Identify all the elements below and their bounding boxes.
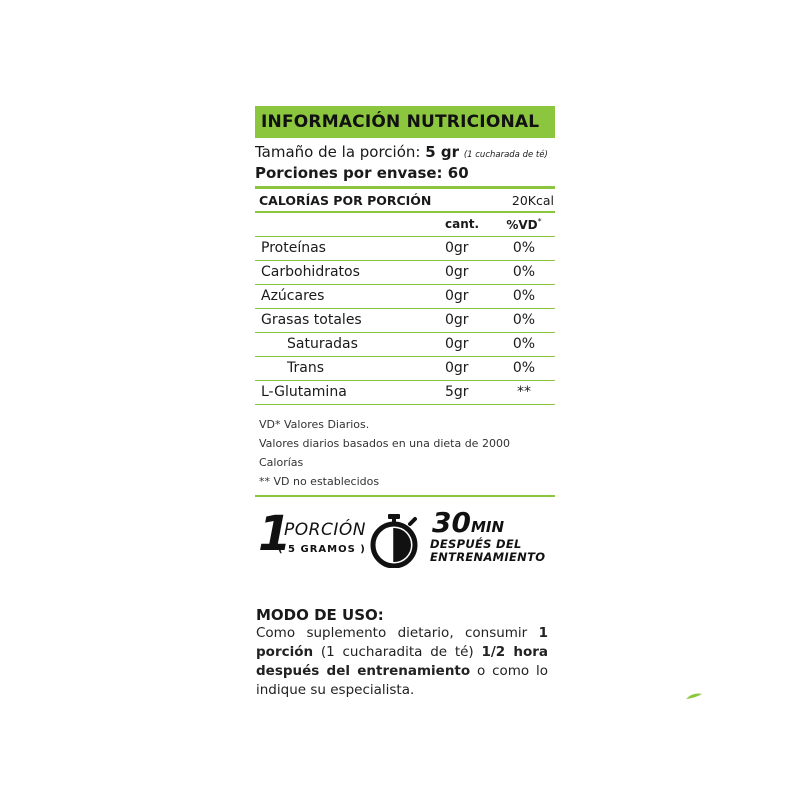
nutrient-name: Trans bbox=[287, 360, 324, 376]
nutrient-amount: 0gr bbox=[445, 240, 469, 256]
nutrient-amount: 0gr bbox=[445, 288, 469, 304]
footnote: VD* Valores Diarios. bbox=[259, 417, 370, 431]
nutrient-vd: 0% bbox=[512, 336, 536, 352]
portions-label: Porciones por envase: bbox=[255, 164, 443, 182]
table-row bbox=[255, 237, 555, 261]
header-amount: cant. bbox=[445, 217, 480, 231]
nutrient-amount: 0gr bbox=[445, 264, 469, 280]
nutrition-table bbox=[255, 213, 555, 405]
dose-block bbox=[258, 508, 558, 578]
nutrient-vd: 0% bbox=[512, 264, 536, 280]
table-row bbox=[255, 333, 555, 357]
nutrition-title: INFORMACIÓN NUTRICIONAL bbox=[255, 106, 555, 138]
usage-section bbox=[256, 606, 548, 700]
table-row bbox=[255, 261, 555, 285]
calories-value: 20Kcal bbox=[511, 192, 554, 208]
nutrient-name: Carbohidratos bbox=[261, 264, 360, 280]
nutrient-vd: 0% bbox=[512, 288, 536, 304]
nutrient-name: L-Glutamina bbox=[261, 384, 347, 400]
table-header bbox=[255, 213, 555, 237]
nutrient-name: Grasas totales bbox=[261, 312, 362, 328]
nutrient-vd: 0% bbox=[512, 360, 536, 376]
stopwatch-icon bbox=[368, 514, 420, 568]
leaf-decoration-icon bbox=[685, 692, 703, 700]
nutrient-vd: 0% bbox=[512, 312, 536, 328]
nutrient-vd: ** bbox=[517, 384, 531, 400]
portions-per-container bbox=[255, 164, 555, 182]
footnotes bbox=[255, 415, 555, 491]
nutrient-amount: 0gr bbox=[445, 360, 469, 376]
table-row bbox=[255, 285, 555, 309]
divider bbox=[255, 495, 555, 497]
table-row bbox=[255, 381, 555, 405]
serving-size bbox=[255, 143, 555, 164]
nutrient-amount: 0gr bbox=[445, 312, 469, 328]
footnote: Valores diarios basados en una dieta de 2000 Calorías bbox=[259, 436, 510, 469]
minutes-value: 30MIN bbox=[432, 506, 505, 539]
table-row bbox=[255, 357, 555, 381]
portions-value: 60 bbox=[447, 164, 469, 182]
table-row bbox=[255, 309, 555, 333]
calories-row bbox=[255, 189, 555, 211]
nutrient-name: Azúcares bbox=[261, 288, 325, 304]
serving-note: (1 cucharada de té) bbox=[463, 150, 548, 160]
usage-text: Como suplemento dietario, consumir 1 porción (1 cucharadita de té) 1/2 hora después del entrenamiento o como lo indique su especialista. bbox=[256, 625, 548, 698]
header-vd: %VD* bbox=[506, 216, 542, 232]
footnote: ** VD no establecidos bbox=[259, 474, 380, 488]
dose-word: PORCIÓN bbox=[284, 520, 366, 540]
serving-value: 5 gr bbox=[425, 143, 460, 161]
nutrition-panel bbox=[255, 106, 555, 497]
calories-label: CALORÍAS POR PORCIÓN bbox=[259, 192, 432, 208]
nutrient-amount: 5gr bbox=[445, 384, 469, 400]
nutrient-name: Proteínas bbox=[261, 240, 326, 256]
serving-label: Tamaño de la porción: bbox=[255, 143, 421, 161]
nutrient-name: Saturadas bbox=[287, 336, 358, 352]
usage-title: MODO DE USO: bbox=[256, 606, 384, 624]
nutrient-amount: 0gr bbox=[445, 336, 469, 352]
dose-grams: ( 5 GRAMOS ) bbox=[278, 544, 366, 555]
nutrient-vd: 0% bbox=[512, 240, 536, 256]
after-training: DESPUÉS DEL ENTRENAMIENTO bbox=[430, 537, 546, 564]
dose-number: 1 bbox=[258, 506, 292, 562]
